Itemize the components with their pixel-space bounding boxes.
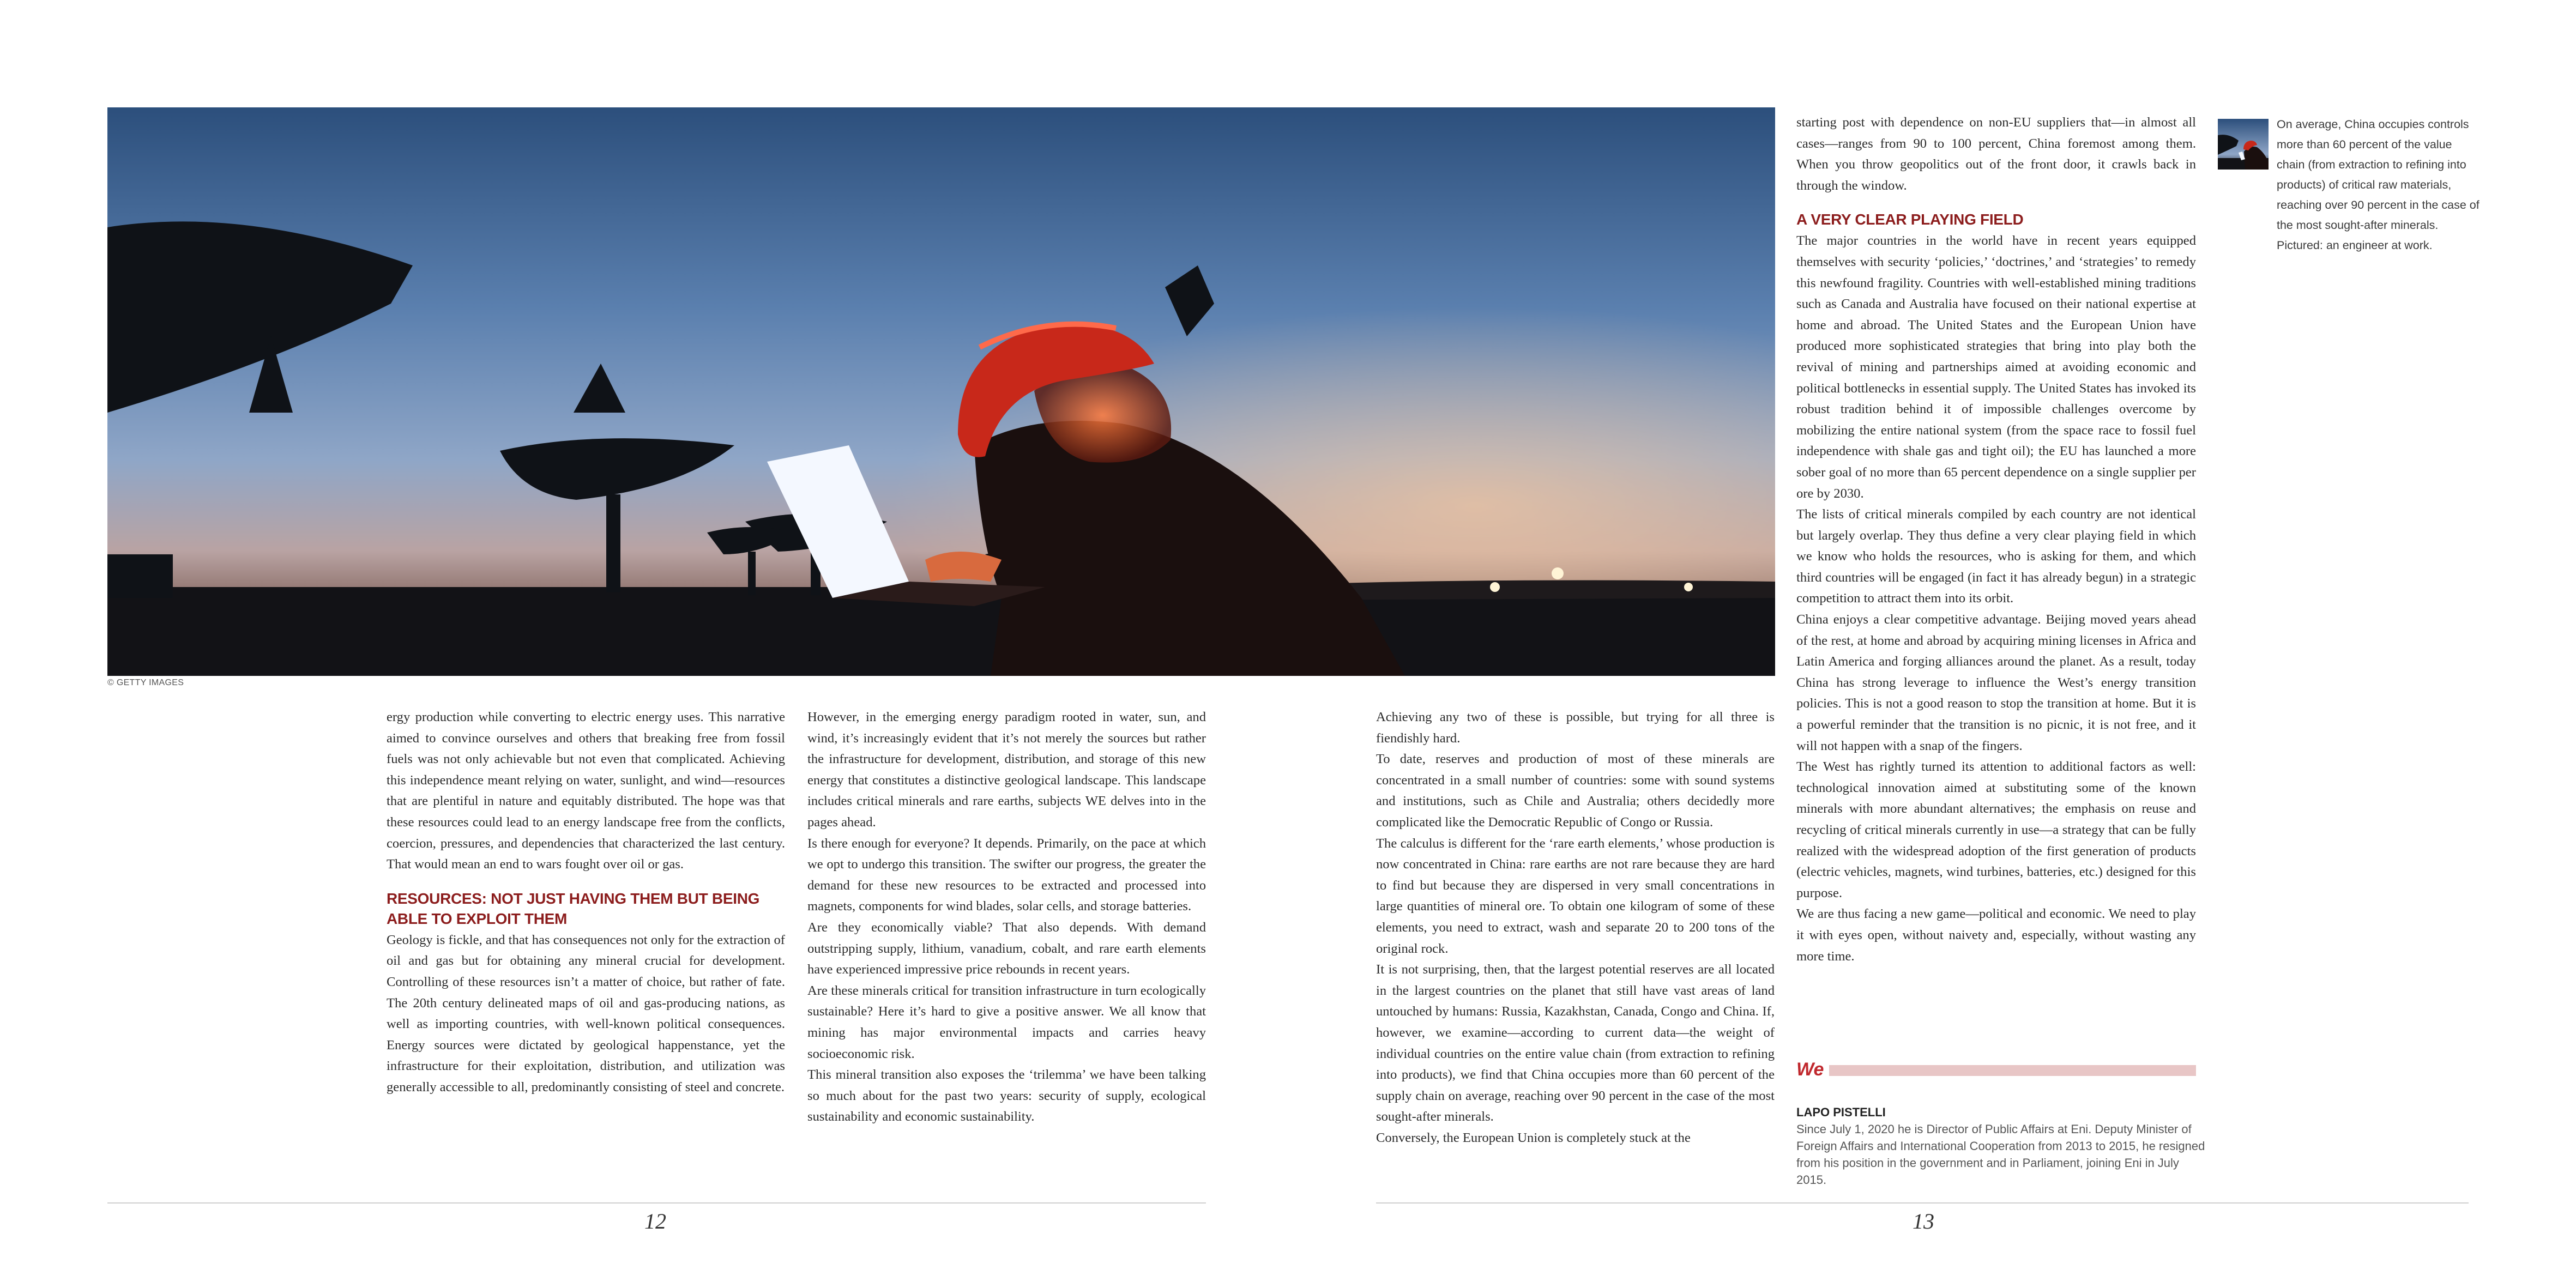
page-number-right: 13 bbox=[1913, 1209, 1934, 1233]
author-bio-block bbox=[1796, 1104, 2211, 1188]
body-paragraph: Is there enough for everyone? It depends. Primarily, on the pace at which we opt to undergo this transition. The swifter our progress, the greater the demand for these new resources to be extracted and processed into magnets, components for wind blades, solar cells, and storage batteries. bbox=[807, 836, 1206, 914]
body-paragraph: The lists of critical minerals compiled by each country are not identical but largely overlap. They thus define a very clear playing field in which we know who holds the resources, who is asking for them, and which third countries will be engaged (in fact it has already begun) in a strategic competition to attract them into its orbit. bbox=[1796, 507, 2196, 606]
body-paragraph: ergy production while converting to electric energy uses. This narrative aimed to convince ourselves and others that breaking free from fossil fuels was not only achievable but not even that complicated. Achieving this independence meant relying on water, sunlight, and wind—resources that are plentiful in nature and equitably distributed. The hope was that these resources could lead to an energy landscape free from the conflicts, coercion, pressures, and dependencies that characterized the last century. That would mean an end to wars fought over oil or gas. bbox=[387, 710, 785, 872]
photo-caption: On average, China occupies controls more than 60 percent of the value chain (from extraction to refining into products) of critical raw materials, reaching over 90 percent in the case of the most sought-after minerals. Pictured: an engineer at work. bbox=[2277, 118, 2480, 252]
body-paragraph: We are thus facing a new game—political and economic. We need to play it with eyes open, without naivety and, especially, without wasting any more time. bbox=[1796, 906, 2196, 964]
body-paragraph: Conversely, the European Union is completely stuck at the bbox=[1376, 1130, 1691, 1145]
body-paragraph: The major countries in the world have in recent years equipped themselves with security ‘policies,’ ‘doctrines,’ and ‘strategies’ to remedy this newfound fragility. Countries with well-established mining traditions such as Canada and Australia have focused on their national expertise at home and abroad. The United States and the European Union have produced more sophisticated strategies that bring into play both the revival of mining and partnerships aimed at avoiding economic and political bottlenecks in essential supply. The United States has invoked its robust tradition behind it of impossible challenges overcome by mobilizing the entire national system (from the space race to fossil fuel independence with shale gas and tight oil); the EU has launched a more sober goal of no more than 65 percent dependence on a single supplier per ore by 2030. bbox=[1796, 233, 2196, 501]
footer-rule-left bbox=[107, 1202, 1206, 1204]
body-paragraph: Are these minerals critical for transition infrastructure in turn ecologically sustainable? Here it’s hard to give a positive answer. We all know that mining has major environmental impacts and carries heavy socioeconomic risk. bbox=[807, 983, 1206, 1061]
left-page-column-1 bbox=[387, 707, 785, 1098]
body-paragraph: However, in the emerging energy paradigm rooted in water, sun, and wind, it’s increasingly evident that it’s not merely the sources but rather the infrastructure for development, distribution, and storage of this new energy that constitutes a distinctive geological landscape. This landscape includes critical minerals and rare earths, subjects WE delves into in the pages ahead. bbox=[807, 710, 1206, 830]
we-logo-bar bbox=[1796, 1065, 2196, 1076]
left-page-column-2 bbox=[807, 707, 1206, 1128]
right-page-column-2 bbox=[1796, 112, 2196, 967]
body-paragraph: To date, reserves and production of most of these minerals are concentrated in a small number of countries: some with sound systems and institutions, such as Chile and Australia; others decidedly more complicated like the Democratic Republic of Congo or Russia. bbox=[1376, 752, 1775, 830]
body-paragraph: China enjoys a clear competitive advantage. Beijing moved years ahead of the rest, at home and abroad by acquiring mining licenses in Africa and Latin America and forging alliances around the planet. As a result, today China has strong leverage to influence the West’s energy transition policies. This is not a good reason to stop the transition at home. But it is a powerful reminder that the transition is no picnic, it is not free, and it will not happen with a snap of the fingers. bbox=[1796, 612, 2196, 753]
body-paragraph: Geology is fickle, and that has consequences not only for the extraction of oil and gas but for obtaining any mineral crucial for development. Controlling of these resources isn’t a matter of choice, but rather of fate. The 20th century delineated maps of oil and gas-producing nations, as well as importing countries, with well-known political consequences. Energy sources were dictated by geological happenstance, yet the infrastructure for their exploitation, distribution, and utilization was generally accessible to all, predominantly consisting of steel and concrete. bbox=[387, 932, 785, 1095]
body-paragraph: The West has rightly turned its attention to additional factors as well: technological innovation aimed at substituting some of the known minerals with more abundant alternatives; the emphasis on reuse and recycling of critical minerals currently in use—a strategy that can be fully realized with the widespread adoption of the first generation of products (electric vehicles, magnets, wind turbines, batteries, etc.) designed for this purpose. bbox=[1796, 759, 2196, 900]
right-page-column-1 bbox=[1376, 707, 1775, 1148]
footer-rule-right bbox=[1376, 1202, 2469, 1204]
caption-thumbnail-image bbox=[2218, 119, 2269, 170]
body-paragraph: The calculus is different for the ‘rare earth elements,’ whose production is now concentrated in China: rare earths are not rare because they are hard to find but because they are dispersed in very small concentrations in large quantities of mineral ore. To obtain one kilogram of some of these elements, you need to extract, wash and separate 20 to 200 tons of the original rock. bbox=[1376, 836, 1775, 956]
we-logo: We bbox=[1796, 1059, 1829, 1080]
body-paragraph: It is not surprising, then, that the largest potential reserves are all located in the largest countries on the planet that still have vast areas of land untouched by humans: Russia, Kazakhstan, Canada, Congo and China. If, however, we examine—according to current data—the weight of individual countries on the entire value chain (from extraction to refining into products), we find that China occupies more than 60 percent of the supply chain on average, reaching over 90 percent in the case of the most sought-after minerals. bbox=[1376, 962, 1775, 1124]
body-paragraph: Achieving any two of these is possible, but trying for all three is fiendishly hard. bbox=[1376, 710, 1775, 746]
body-paragraph: starting post with dependence on non-EU suppliers that—in almost all cases—ranges from 90 to 100 percent, China foremost among them. When you throw geopolitics out of the front door, it crawls back in through the window. bbox=[1796, 115, 2196, 193]
section-heading-playing-field: A VERY CLEAR PLAYING FIELD bbox=[1796, 211, 2024, 228]
author-name: LAPO PISTELLI bbox=[1796, 1105, 1886, 1119]
section-heading-resources: RESOURCES: NOT JUST HAVING THEM BUT BEING ABLE TO EXPLOIT THEM bbox=[387, 890, 760, 927]
page-number-left: 12 bbox=[644, 1209, 666, 1233]
body-paragraph: Are they economically viable? That also depends. With demand outstripping supply, lithium, vanadium, cobalt, and rare earth elements have experienced impressive price rebounds in recent years. bbox=[807, 920, 1206, 977]
engineer-at-work-photo bbox=[107, 107, 1775, 676]
body-paragraph: This mineral transition also exposes the ‘trilemma’ we have been talking so much about for the past two years: security of supply, ecological sustainability and economic sustainability. bbox=[807, 1067, 1206, 1124]
author-bio: Since July 1, 2020 he is Director of Public Affairs at Eni. Deputy Minister of Foreign Affairs and International Cooperation from 2013 to 2015, he resigned from his position in the government and in Parliament, joining Eni in July 2015. bbox=[1796, 1122, 2205, 1187]
photo-credit: © GETTY IMAGES bbox=[107, 678, 184, 687]
